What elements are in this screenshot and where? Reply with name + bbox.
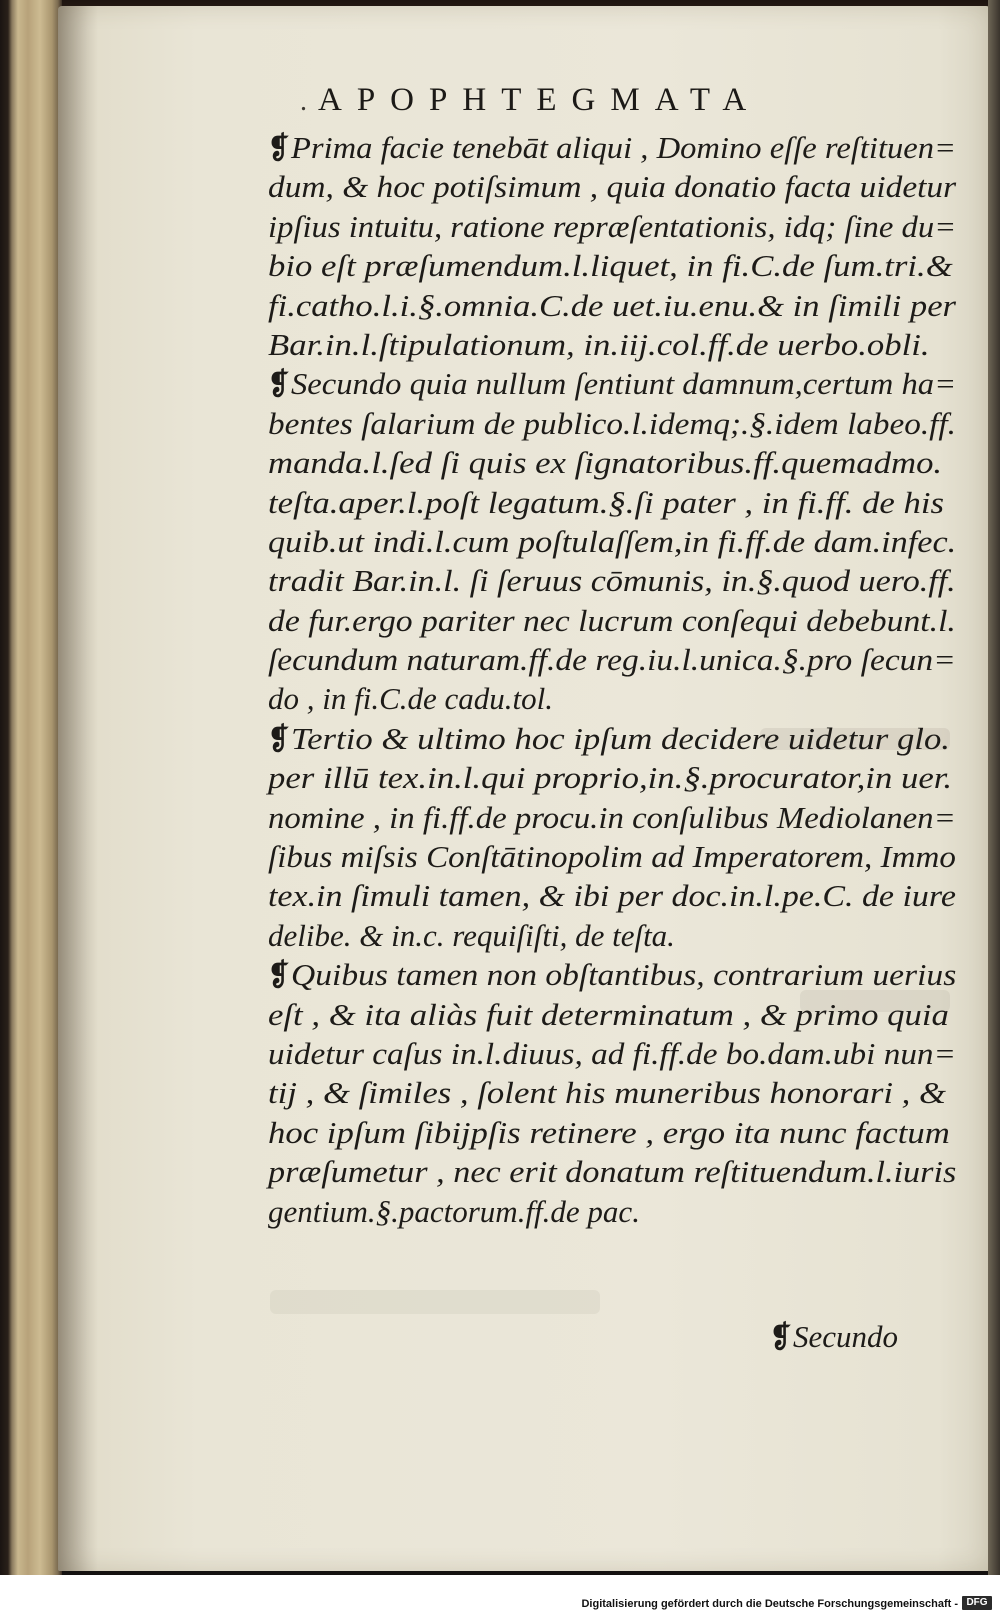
text-line-content: manda.l.ſed ſi quis ex ſignatoribus.ff.quemadmo.	[268, 445, 943, 481]
text-line-content: do , in fi.C.de cadu.tol.	[268, 681, 554, 717]
footer-credit: Digitalisierung gefördert durch die Deutsche Forschungsgemeinschaft -	[581, 1598, 958, 1610]
text-line-content: ſibus miſsis Conſtātinopolim ad Imperatorem, Immo	[268, 839, 956, 875]
text-line-content: Secundo quia nullum ſentiunt damnum,certum ha=	[291, 366, 957, 402]
text-line	[268, 561, 958, 600]
text-line-content: Quibus tamen non obſtantibus, contrarium uerius	[291, 957, 957, 993]
text-line-content: nomine , in fi.ff.de procu.in conſulibus Mediolanen=	[268, 799, 956, 835]
text-line-content: ſecundum naturam.ff.de reg.iu.l.unica.§.pro ſecun=	[268, 642, 956, 678]
text-line-content: teſta.aper.l.poſt legatum.§.ſi pater , in fi.ff. de his	[268, 484, 945, 520]
text-line	[268, 1034, 958, 1073]
text-line	[268, 837, 958, 876]
text-line	[268, 679, 958, 718]
catchword-text: Secundo	[793, 1319, 899, 1354]
text-line-content: Bar.in.l.ſtipulationum, in.iij.col.ff.de uerbo.obli.	[268, 326, 930, 362]
text-line	[268, 167, 958, 206]
text-line-content: dum, & hoc potiſsimum , quia donatio facta uidetur	[268, 169, 957, 205]
text-line-content: Prima facie tenebāt aliqui , Domino eſſe reſtituen=	[291, 130, 957, 165]
text-line	[268, 995, 958, 1034]
text-line-content: delibe. & in.c. requiſiſti, de teſta.	[268, 917, 675, 953]
right-edge-strip	[988, 0, 1000, 1575]
text-line-content: tex.in ſimuli tamen, & ibi per doc.in.l.pe.C. de iure	[268, 878, 956, 914]
text-line	[268, 1152, 958, 1191]
text-line-content: bio eſt præſumendum.l.liquet, in fi.C.de ſum.tri.&	[268, 248, 953, 284]
text-line-content: gentium.§.pactorum.ff.de pac.	[268, 1193, 640, 1229]
paragraph-mark-icon: ❡	[268, 959, 290, 993]
text-line-content: bentes ſalarium de publico.l.idemq;.§.idem labeo.ff.	[268, 405, 956, 441]
gutter-shadow	[58, 6, 98, 1571]
text-line-content: hoc ipſum ſibijpſis retinere , ergo ita nunc factum	[268, 1114, 950, 1150]
text-line-content: quib.ut indi.l.cum poſtulaſſem,in fi.ff.de dam.infec.	[268, 523, 957, 559]
text-line	[268, 364, 958, 403]
text-line-content: præſumetur , nec erit donatum reſtituendum.l.iuris	[268, 1154, 957, 1190]
text-line	[268, 640, 958, 679]
text-line	[268, 207, 958, 246]
body-text	[268, 128, 958, 1231]
running-head: APOPHTEGMATA	[318, 82, 762, 118]
text-line-content: tij , & ſimiles , ſolent his muneribus honorari , &	[268, 1075, 947, 1111]
text-line	[268, 1192, 958, 1231]
paragraph-mark-icon: ❡	[268, 368, 290, 402]
text-line	[268, 286, 958, 325]
text-line	[268, 522, 958, 561]
book-fore-edge	[0, 0, 62, 1575]
text-line	[268, 128, 958, 167]
text-line	[268, 325, 958, 364]
show-through-smudge	[270, 1290, 600, 1314]
paragraph-mark-icon: ❡	[268, 722, 290, 756]
text-line	[268, 601, 958, 640]
text-line	[268, 916, 958, 955]
running-head-dot: .	[300, 86, 307, 117]
text-line	[268, 758, 958, 797]
text-line-content: per illū tex.in.l.qui proprio,in.§.procurator,in uer.	[268, 760, 953, 796]
paragraph-mark-icon: ❡	[268, 132, 290, 165]
text-line-content: Tertio & ultimo hoc ipſum decidere uidetur glo.	[291, 720, 950, 756]
text-line	[268, 1113, 958, 1152]
text-line	[268, 1073, 958, 1112]
text-line	[268, 404, 958, 443]
text-line	[268, 798, 958, 837]
text-line-content: de fur.ergo pariter nec lucrum conſequi debebunt.l.	[268, 602, 956, 638]
text-line-content: ipſius intuitu, ratione repræſentationis, idq; ſine du=	[268, 208, 957, 244]
text-line	[268, 443, 958, 482]
text-line	[268, 483, 958, 522]
catchword	[770, 1319, 898, 1355]
text-line	[268, 955, 958, 994]
paragraph-mark-icon: ❡	[770, 1321, 792, 1354]
text-line-content: tradit Bar.in.l. ſi ſeruus cōmunis, in.§.quod uero.ff.	[268, 563, 956, 599]
text-line	[268, 719, 958, 758]
text-line	[268, 876, 958, 915]
text-line-content: fi.catho.l.i.§.omnia.C.de uet.iu.enu.& in ſimili per	[268, 287, 957, 323]
text-line-content: eſt , & ita aliàs fuit determinatum , & primo quia	[268, 996, 949, 1032]
dfg-logo-icon: DFG	[962, 1596, 992, 1610]
text-line	[268, 246, 958, 285]
text-line-content: uidetur caſus in.l.diuus, ad fi.ff.de bo.dam.ubi nun=	[268, 1035, 956, 1071]
